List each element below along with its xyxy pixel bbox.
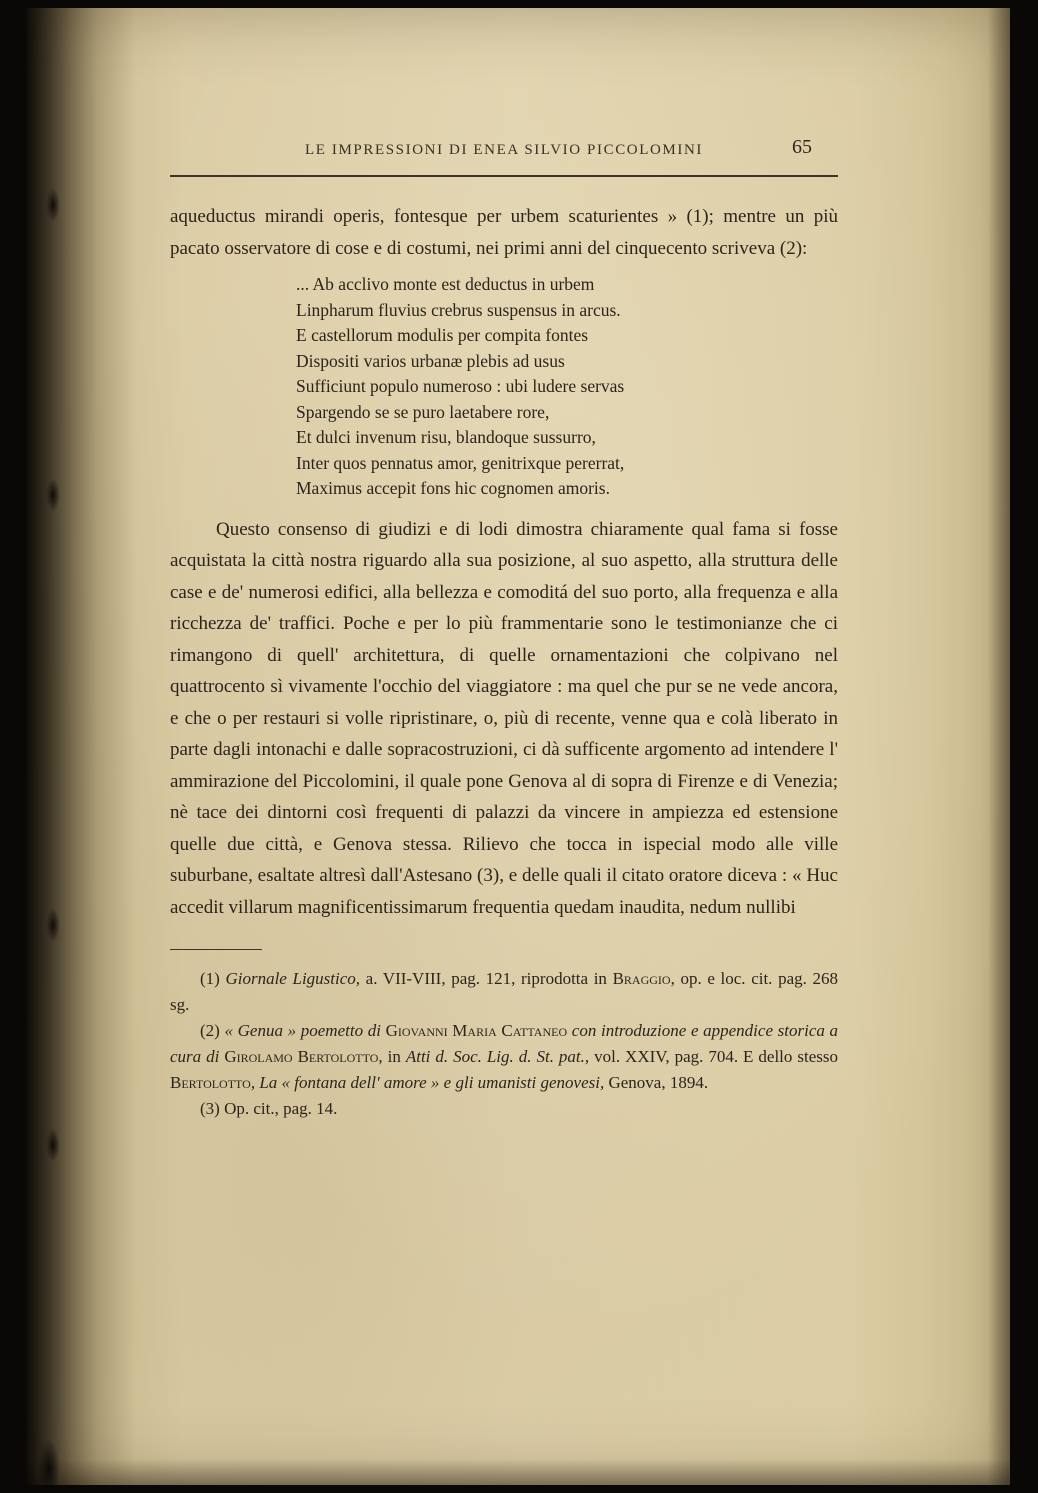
footnote-rule bbox=[170, 949, 262, 950]
binding-stitch-mark bbox=[46, 908, 60, 942]
verse-line: ... Ab acclivo monte est deductus in urbem bbox=[296, 274, 595, 294]
verse-block bbox=[296, 272, 838, 502]
page-number: 65 bbox=[792, 136, 812, 158]
binding-shadow bbox=[26, 8, 136, 1485]
book-page bbox=[26, 8, 1010, 1485]
verse-line: Maximus accepit fons hic cognomen amoris. bbox=[296, 478, 610, 498]
verse-line: Sufficiunt populo numeroso : ubi ludere servas bbox=[296, 376, 625, 396]
binding-stitch-mark bbox=[46, 478, 60, 512]
verse-line: Spargendo se se puro laetabere rore, bbox=[296, 401, 550, 422]
binding-stitch-mark bbox=[38, 1438, 60, 1493]
footnote: (2) « Genua » poemetto di Giovanni Maria Cattaneo con introduzione e appendice storica a cura di Girolamo Bertolotto, in Atti d. Soc. Lig. d. St. pat., vol. XXIV, pag. 704. E dello stesso Bertolotto, La « fontana dell' amore » e gli umanisti genovesi, Genova, 1894. bbox=[170, 1021, 839, 1092]
footnote: (3) Op. cit., pag. 14. bbox=[200, 1099, 338, 1118]
body-paragraph: aqueductus mirandi operis, fontesque per urbem scaturientes » (1); mentre un più pacato osservatore di cose e di costumi, nei primi anni del cinquecento scriveva (2): bbox=[170, 206, 838, 259]
page-edge-shadow-bottom bbox=[26, 1459, 1010, 1485]
verse-line: Et dulci invenum risu, blandoque sussurro, bbox=[296, 427, 596, 447]
page-edge-shadow-right bbox=[988, 8, 1010, 1485]
verse-line: Dispositi varios urbanæ plebis ad usus bbox=[296, 350, 565, 371]
body-paragraph: Questo consenso di giudizi e di lodi dimostra chiaramente qual fama si fosse acquistata la città nostra riguardo alla sua posizione, al suo aspetto, alla struttura delle case e de' numerosi edifici, alla bellezza e comoditá del suo porto, alla frequenza e alla ricchezza de' traffici. Poche e per lo più frammentarie sono le testimonianze che ci rimangono di quell' architettura, di quelle ornamentazioni che colpivano nel quattrocento sì vivamente l'occhio del viaggiatore : ma quel che pur se ne vede ancora, e che o per restauri si volle ripristinare, o, più di recente, venne qua e colà liberato in parte dagli intonachi e dalle sopracostruzioni, ci dà sufficente argomento ad intendere l' ammirazione del Piccolomini, il quale pone Genova al di sopra di Firenze e di Venezia; nè tace dei dintorni così frequenti di palazzi da vincere in ampiezza ed estensione quelle due città, e Genova stessa. Rilievo che tocca in ispecial modo alle ville suburbane, esaltate altresì dall'Astesano (3), e delle quali il citato oratore diceva : « Huc accedit villarum magnificentissimarum frequentia quedam inaudita, nedum nullibi bbox=[170, 518, 838, 918]
verse-line: E castellorum modulis per compita fontes bbox=[296, 325, 589, 345]
footnotes bbox=[170, 966, 838, 1122]
header-rule bbox=[170, 175, 838, 177]
verse-line: Inter quos pennatus amor, genitrixque pererrat, bbox=[296, 452, 625, 473]
running-head-title: LE IMPRESSIONI DI ENEA SILVIO PICCOLOMINI bbox=[305, 142, 703, 158]
binding-stitch-mark bbox=[46, 188, 60, 222]
page-content bbox=[170, 136, 839, 1122]
binding-stitch-mark bbox=[46, 1128, 60, 1162]
verse-line: Linpharum fluvius crebrus suspensus in arcus. bbox=[296, 299, 621, 320]
running-head bbox=[170, 136, 838, 166]
footnote: (1) Giornale Ligustico, a. VII-VIII, pag. 121, riprodotta in Braggio, op. e loc. cit. pag. 268 sg. bbox=[170, 969, 838, 1014]
